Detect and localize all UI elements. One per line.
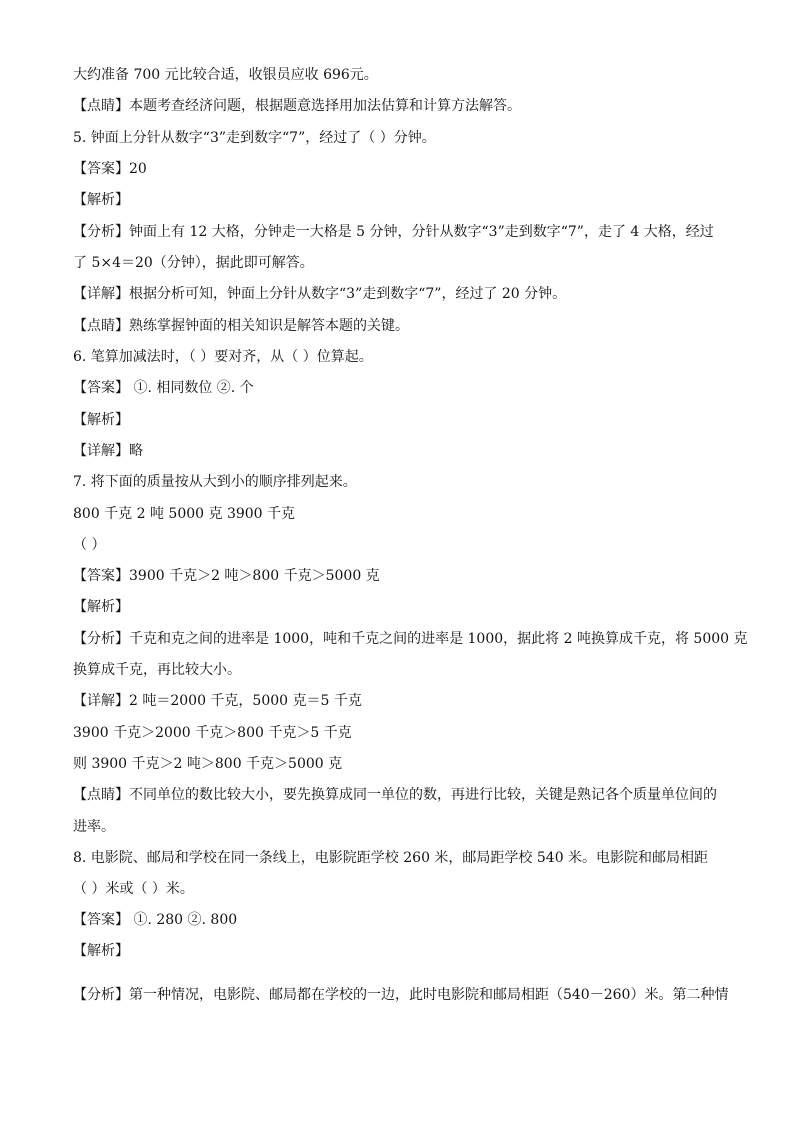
analysis-heading: 【解析】 [73, 599, 129, 615]
text-line: 了 5×4＝20（分钟），据此即可解答。 [73, 255, 314, 271]
text-line: 【点睛】不同单位的数比较大小，要先换算成同一单位的数，再进行比较，关键是熟记各个质量单位间的 [73, 787, 717, 803]
question-8: 8. 电影院、邮局和学校在同一条线上，电影院距学校 260 米，邮局距学校 540 米。电影院和邮局相距 [73, 850, 709, 866]
text-line: 【分析】第一种情况，电影院、邮局都在学校的一边，此时电影院和邮局相距（540－260）米。第二种情 [73, 987, 729, 1003]
answer-line: 【答案】20 [73, 161, 147, 177]
analysis-heading: 【解析】 [73, 192, 129, 208]
text-line: 【点睛】熟练掌握钟面的相关知识是解答本题的关键。 [73, 318, 409, 334]
text-line: 【分析】千克和克之间的进率是 1000，吨和千克之间的进率是 1000，据此将 2 吨换算成千克，将 5000 克 [73, 631, 748, 647]
text-line: 【详解】2 吨＝2000 千克，5000 克＝5 千克 [73, 693, 362, 709]
analysis-heading: 【解析】 [73, 412, 129, 428]
analysis-heading: 【解析】 [73, 943, 129, 959]
question-6: 6. 笔算加减法时，（ ）要对齐，从（ ）位算起。 [73, 349, 373, 365]
text-line: （ ）米或（ ）米。 [73, 881, 194, 897]
text-line: 【分析】钟面上有 12 大格，分钟走一大格是 5 分钟，分针从数字“3”走到数字“7”，走了 4 大格，经过 [73, 224, 714, 240]
question-7: 7. 将下面的质量按从大到小的顺序排列起来。 [73, 474, 357, 490]
text-line: 大约准备 700 元比较合适，收银员应收 696元。 [73, 67, 378, 83]
text-line: 换算成千克，再比较大小。 [73, 662, 241, 678]
answer-line: 【答案】 ①. 280 ②. 800 [73, 912, 238, 928]
text-line: 【点睛】本题考查经济问题，根据题意选择用加法估算和计算方法解答。 [73, 98, 521, 114]
text-line: （ ） [73, 537, 106, 553]
answer-line: 【答案】3900 千克＞2 吨＞800 千克＞5000 克 [73, 568, 380, 584]
text-line: 进率。 [73, 819, 115, 835]
answer-line: 【答案】 ①. 相同数位 ②. 个 [73, 380, 254, 396]
text-line: 800 千克 2 吨 5000 克 3900 千克 [73, 506, 296, 522]
text-line: 3900 千克＞2000 千克＞800 千克＞5 千克 [73, 725, 352, 741]
text-line: 【详解】根据分析可知，钟面上分针从数字“3”走到数字“7”，经过了 20 分钟。 [73, 286, 567, 302]
text-line: 【详解】略 [73, 443, 143, 459]
question-5: 5. 钟面上分针从数字“3”走到数字“7”，经过了（ ）分钟。 [73, 130, 436, 146]
text-line: 则 3900 千克＞2 吨＞800 千克＞5000 克 [73, 756, 343, 772]
